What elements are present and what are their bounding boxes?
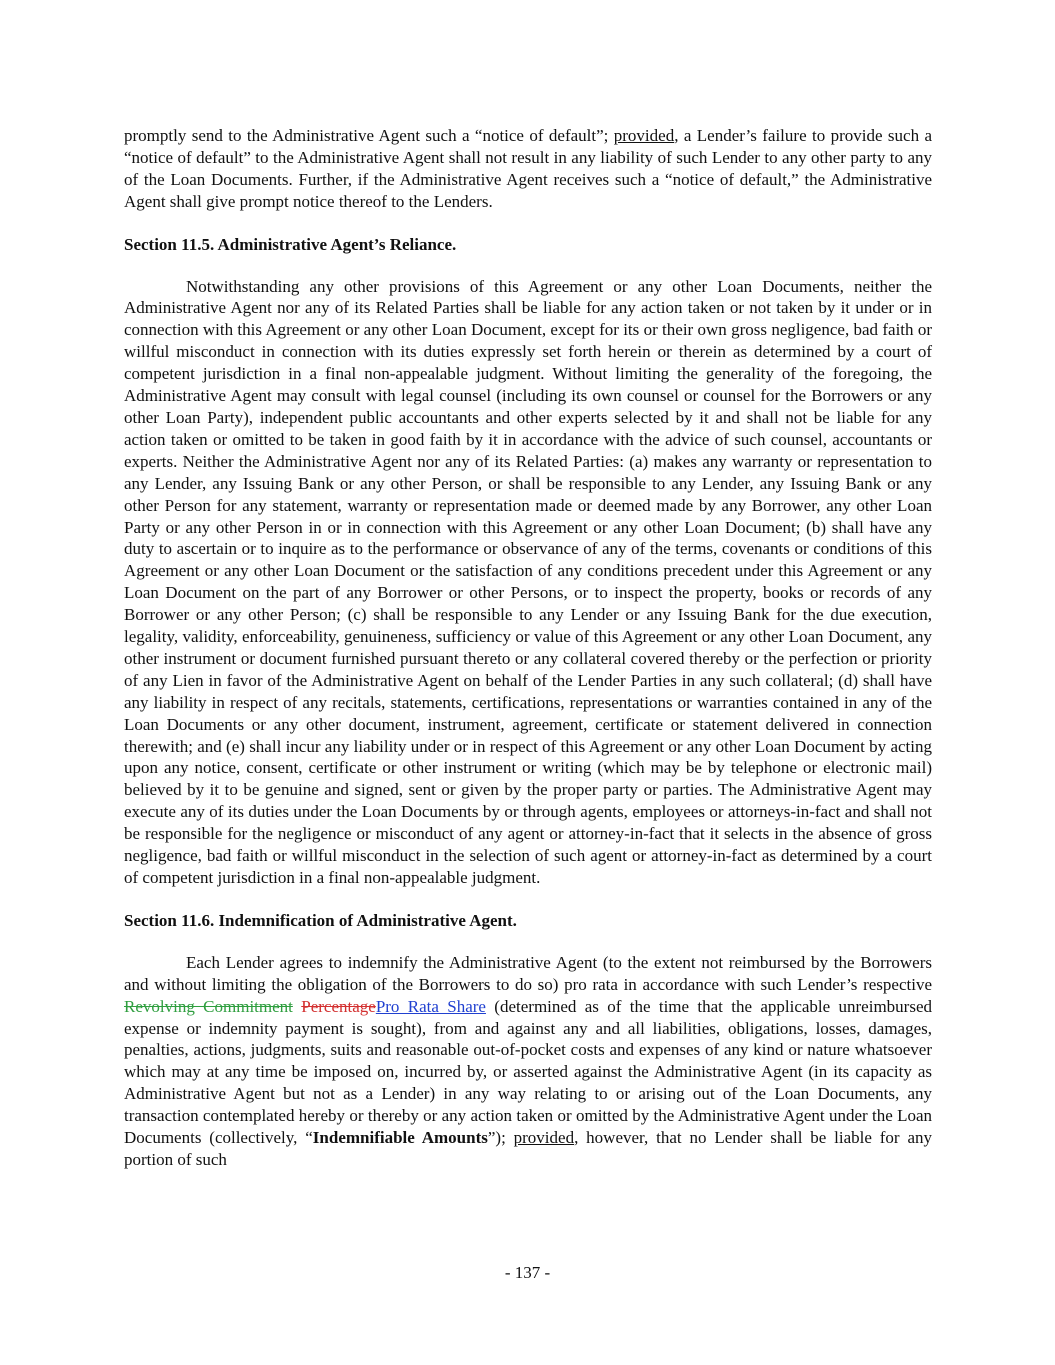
paragraph-text: ”);: [487, 1128, 514, 1148]
provided-term: provided: [613, 126, 675, 145]
provided-term: provided: [513, 1128, 575, 1148]
page-number: - 137 -: [504, 1263, 551, 1282]
deleted-text-revolving-commitment: Revolving Commitment: [124, 996, 293, 1016]
paragraph-agent-reliance: Notwithstanding any other provisions of this Agreement or any other Loan Documents, neither the Administrative Agent nor any of its Related Parties shall be liable for any action taken or not taken by it under or in connection with this Agreement or any other Loan Document, except for its or their own gross negligence, bad faith or willful misconduct in connection with its duties expressly set forth herein or therein as determined by a court of competent jurisdiction in a final non-appealable judgment. Without limiting the generality of the foregoing, the Administrative Agent may consult with legal counsel (including its own counsel or counsel for the Borrowers or any other Loan Party), independent public accountants and other experts selected by it and shall not be liable for any action taken or omitted to be taken in good faith by it in accordance with the advice of such counsel, accountants or experts. Neither the Administrative Agent nor any of its Related Parties: (a) makes any warranty or representation to any Lender, any Issuing Bank or any other Person, or shall be responsible to any Lender, any Issuing Bank or any other Person for any statement, warranty or representation made or deemed made by any Borrower, any other Loan Party or any other Person in or in connection with this Agreement or any other Loan Document; (b) shall have any duty to ascertain or to inquire as to the performance or observance of any of the terms, covenants or conditions of this Agreement or any other Loan Document or the satisfaction of any conditions precedent under this Agreement or any Loan Document on the part of any Borrower or other Persons, or to inspect the property, books or records of any Borrower or any other Person; (c) shall be responsible to any Lender or any Issuing Bank for the due execution, legality, validity, enforceability, genuineness, sufficiency or value of this Agreement or any other Loan Document, any other instrument or document furnished pursuant thereto or any collateral covered thereby or the perfection or priority of any Lien in favor of the Administrative Agent on behalf of the Lender Parties in any such collateral; (d) shall have any liability in respect of any recitals, statements, certifications, representations or warranties contained in any of the Loan Documents or any other document, instrument, agreement, certificate or statement delivered in connection therewith; and (e) shall incur any liability under or in respect of this Agreement or any other Loan Document by acting upon any notice, consent, certificate or other instrument or writing (which may be by telephone or electronic mail) believed by it to be genuine and signed, sent or given by the proper party or parties. The Administrative Agent may execute any of its duties under the Loan Documents by or through agents, employees or attorneys-in-fact and shall not be responsible for the negligence or misconduct of any agent or attorney-in-fact that it selects in the absence of gross negligence, bad faith or willful misconduct in the selection of such agent or attorney-in-fact as determined by a court of competent jurisdiction in a final non-appealable judgment.: [124, 276, 932, 887]
deleted-text-percentage: Percentage: [301, 996, 376, 1016]
paragraph-indemnification: [124, 952, 932, 1171]
defined-term-indemnifiable-amounts: Indemnifiable Amounts: [312, 1128, 488, 1148]
section-heading-11-6: Section 11.6. Indemnification of Administrative Agent.: [124, 910, 517, 930]
section-heading-11-5: Section 11.5. Administrative Agent’s Reliance.: [124, 234, 457, 254]
paragraph-text: , a Lender’s failure to provide such a “notice of default” to the Administrative Agent shall not result in any liability of such Lender to any other party to any of the Loan Documents. Further, if the Administrative Agent receives such a “notice of default,” the Administrative Agent shall give prompt notice thereof to the Lenders.: [124, 126, 932, 211]
word-space: [293, 997, 301, 1016]
inserted-text-pro-rata-share: Pro Rata Share: [375, 996, 486, 1016]
paragraph-text: (determined as of the time that the applicable unreimbursed expense or indemnity payment is sought), from and against any and all liabilities, obligations, losses, damages, penalties, actions, judgments, suits and reasonable out-of-pocket costs and expenses of any kind or nature whatsoever which may at any time be imposed on, incurred by, or asserted against the Administrative Agent (in its capacity as Administrative Agent but not as a Lender) in any way relating to or arising out of the Loan Documents, any transaction contemplated hereby or thereby or any action taken or omitted by the Administrative Agent under the Loan Documents (collectively, “: [124, 996, 932, 1148]
paragraph-notice-of-default: [124, 125, 932, 213]
paragraph-text: Each Lender agrees to indemnify the Administrative Agent (to the extent not reimbursed by the Borrowers and without limiting the obligation of the Borrowers to do so) pro rata in accordance with such Lender’s respective: [124, 952, 932, 994]
paragraph-text: , however, that no Lender shall be liable for any portion of such: [124, 1128, 932, 1169]
paragraph-text: promptly send to the Administrative Agent such a “notice of default”;: [124, 126, 614, 145]
document-page: [124, 125, 932, 1171]
